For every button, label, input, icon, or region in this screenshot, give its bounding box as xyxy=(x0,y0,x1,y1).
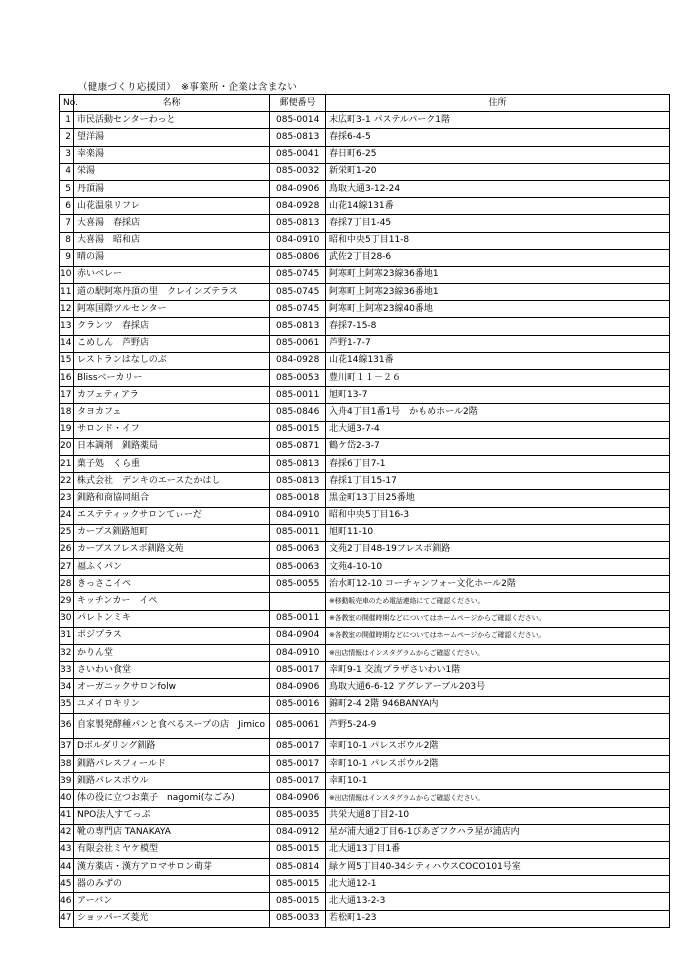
row-postal-code: 085-0015 xyxy=(270,893,326,910)
row-postal-code: 085-0813 xyxy=(270,318,326,335)
row-name: 漢方薬店・漢方アロマサロン萌芽 xyxy=(74,859,270,876)
table-row xyxy=(60,627,670,644)
row-address: 幸町10-1 パレスボウル2階 xyxy=(326,738,670,755)
row-postal-code: 085-0846 xyxy=(270,404,326,421)
row-number: 47 xyxy=(60,910,74,927)
row-name: 体の役に立つお菓子 nagomi(なごみ) xyxy=(74,790,270,807)
row-number: 37 xyxy=(60,738,74,755)
row-postal-code: 085-0063 xyxy=(270,559,326,576)
row-number: 25 xyxy=(60,524,74,541)
row-name: さいわい食堂 xyxy=(74,662,270,679)
row-number: 32 xyxy=(60,645,74,662)
table-row xyxy=(60,180,670,197)
table-row xyxy=(60,318,670,335)
row-postal-code: 084-0928 xyxy=(270,352,326,369)
row-name: 釧路和商協同組合 xyxy=(74,490,270,507)
table-row xyxy=(60,541,670,558)
row-postal-code: 085-0011 xyxy=(270,387,326,404)
row-postal-code: 084-0906 xyxy=(270,180,326,197)
row-address: 共栄大通8丁目2-10 xyxy=(326,807,670,824)
row-postal-code: 084-0910 xyxy=(270,232,326,249)
row-postal-code: 084-0906 xyxy=(270,790,326,807)
row-address: 北大通13丁目1番 xyxy=(326,841,670,858)
table-row xyxy=(60,679,670,696)
table-row xyxy=(60,859,670,876)
table-row xyxy=(60,773,670,790)
table-row xyxy=(60,232,670,249)
row-postal-code: 085-0017 xyxy=(270,773,326,790)
row-address: 入舟4丁目1番1号 かもめホール2階 xyxy=(326,404,670,421)
row-address: 豊川町１１－２６ xyxy=(326,370,670,387)
row-address: 幸町10-1 xyxy=(326,773,670,790)
row-name: ショッパーズ菱光 xyxy=(74,910,270,927)
row-address: 星が浦大通2丁目6-1ぴあざフクハラ星が浦店内 xyxy=(326,824,670,841)
row-address: 末広町3-1 パステルパーク1階 xyxy=(326,112,670,129)
row-postal-code: 085-0015 xyxy=(270,841,326,858)
row-name: 幸楽湯 xyxy=(74,146,270,163)
row-address: 芦野5-24-9 xyxy=(326,713,670,738)
table-row xyxy=(60,421,670,438)
row-address: 鳥取大通3-12-24 xyxy=(326,180,670,197)
table-row xyxy=(60,755,670,772)
row-address: 春日町6-25 xyxy=(326,146,670,163)
table-row xyxy=(60,163,670,180)
row-postal-code: 085-0017 xyxy=(270,738,326,755)
row-number: 18 xyxy=(60,404,74,421)
table-row xyxy=(60,841,670,858)
table-row xyxy=(60,146,670,163)
row-number: 35 xyxy=(60,696,74,713)
row-postal-code: 084-0910 xyxy=(270,645,326,662)
row-name: 道の駅阿寒丹頂の里 クレインズテラス xyxy=(74,284,270,301)
row-number: 22 xyxy=(60,473,74,490)
header-address: 住所 xyxy=(326,95,670,112)
row-name: 自家製発酵種パンと食べるスープの店 Jimico xyxy=(74,713,270,738)
row-address: 武佐2丁目28-6 xyxy=(326,249,670,266)
row-name: 株式会社 デンキのエースたかはし xyxy=(74,473,270,490)
row-postal-code: 085-0041 xyxy=(270,146,326,163)
row-number: 26 xyxy=(60,541,74,558)
table-row xyxy=(60,893,670,910)
table-row xyxy=(60,645,670,662)
header-row xyxy=(60,95,670,112)
row-name: かりん堂 xyxy=(74,645,270,662)
row-name: レストランはなしのぶ xyxy=(74,352,270,369)
table-row xyxy=(60,335,670,352)
row-name: 丹頂湯 xyxy=(74,180,270,197)
row-name: アーバン xyxy=(74,893,270,910)
row-postal-code: 085-0871 xyxy=(270,438,326,455)
row-address: 旭町13-7 xyxy=(326,387,670,404)
row-name: ユメイロキリン xyxy=(74,696,270,713)
table-row xyxy=(60,696,670,713)
row-name: 阿寒国際ツルセンター xyxy=(74,301,270,318)
row-address: 鶴ケ岱2-3-7 xyxy=(326,438,670,455)
row-address: 鳥取大通6-6-12 アグレアーブル203号 xyxy=(326,679,670,696)
row-postal-code xyxy=(270,593,326,610)
table-row xyxy=(60,910,670,927)
table-row xyxy=(60,790,670,807)
header-no: No. xyxy=(60,95,74,112)
row-number: 34 xyxy=(60,679,74,696)
table-row xyxy=(60,876,670,893)
row-number: 23 xyxy=(60,490,74,507)
row-postal-code: 085-0017 xyxy=(270,755,326,772)
row-postal-code: 085-0061 xyxy=(270,713,326,738)
row-address: 治水町12-10 コーチャンフォー文化ホール2階 xyxy=(326,576,670,593)
table-row xyxy=(60,387,670,404)
row-address: 春採6丁目7-1 xyxy=(326,455,670,472)
row-number: 2 xyxy=(60,129,74,146)
row-postal-code: 085-0011 xyxy=(270,610,326,627)
row-number: 36 xyxy=(60,713,74,738)
row-address: 幸町9-1 交流プラザさいわい1階 xyxy=(326,662,670,679)
row-number: 17 xyxy=(60,387,74,404)
row-name: Blissベーカリー xyxy=(74,370,270,387)
row-name: オーガニックサロンfolw xyxy=(74,679,270,696)
row-postal-code: 084-0904 xyxy=(270,627,326,644)
table-row xyxy=(60,112,670,129)
row-address: 文苑4-10-10 xyxy=(326,559,670,576)
row-address: 山花14線131番 xyxy=(326,352,670,369)
row-postal-code: 085-0813 xyxy=(270,455,326,472)
row-number: 8 xyxy=(60,232,74,249)
row-number: 4 xyxy=(60,163,74,180)
row-name: エステティックサロンてぃーだ xyxy=(74,507,270,524)
row-name: カーブス釧路旭町 xyxy=(74,524,270,541)
row-name: 晴の湯 xyxy=(74,249,270,266)
row-name: 釧路パレスボウル xyxy=(74,773,270,790)
row-name: 山花温泉リフレ xyxy=(74,198,270,215)
row-postal-code: 085-0745 xyxy=(270,266,326,283)
row-postal-code: 085-0813 xyxy=(270,129,326,146)
row-number: 45 xyxy=(60,876,74,893)
row-address: 幸町10-1 パレスボウル2階 xyxy=(326,755,670,772)
row-postal-code: 085-0017 xyxy=(270,662,326,679)
row-number: 19 xyxy=(60,421,74,438)
table-row xyxy=(60,129,670,146)
row-name: 栄湯 xyxy=(74,163,270,180)
row-number: 33 xyxy=(60,662,74,679)
row-number: 16 xyxy=(60,370,74,387)
row-number: 40 xyxy=(60,790,74,807)
row-postal-code: 085-0053 xyxy=(270,370,326,387)
row-number: 3 xyxy=(60,146,74,163)
supporters-table xyxy=(59,94,670,928)
row-name: カーブスフレスポ釧路文苑 xyxy=(74,541,270,558)
row-name: NPO法人すてっぷ xyxy=(74,807,270,824)
table-row xyxy=(60,610,670,627)
row-name: きっさこイペ xyxy=(74,576,270,593)
row-name: ポジプラス xyxy=(74,627,270,644)
row-number: 27 xyxy=(60,559,74,576)
row-name: 器のみずの xyxy=(74,876,270,893)
row-postal-code: 084-0928 xyxy=(270,198,326,215)
row-postal-code: 085-0055 xyxy=(270,576,326,593)
row-postal-code: 085-0061 xyxy=(270,335,326,352)
row-address: 春採7-15-8 xyxy=(326,318,670,335)
row-postal-code: 085-0015 xyxy=(270,876,326,893)
row-name: 福ふくパン xyxy=(74,559,270,576)
table-row xyxy=(60,662,670,679)
row-name: キッチンカー イペ xyxy=(74,593,270,610)
row-postal-code: 084-0906 xyxy=(270,679,326,696)
row-postal-code: 085-0806 xyxy=(270,249,326,266)
row-number: 30 xyxy=(60,610,74,627)
row-number: 38 xyxy=(60,755,74,772)
row-postal-code: 085-0813 xyxy=(270,215,326,232)
row-name: 日本調剤 釧路薬局 xyxy=(74,438,270,455)
table-row xyxy=(60,455,670,472)
row-number: 42 xyxy=(60,824,74,841)
row-address: 昭和中央5丁目11-8 xyxy=(326,232,670,249)
row-number: 14 xyxy=(60,335,74,352)
row-postal-code: 085-0745 xyxy=(270,301,326,318)
row-number: 24 xyxy=(60,507,74,524)
row-postal-code: 085-0018 xyxy=(270,490,326,507)
row-number: 21 xyxy=(60,455,74,472)
row-address: 文苑2丁目48-19フレスポ釧路 xyxy=(326,541,670,558)
table-row xyxy=(60,593,670,610)
row-name: カフェティアラ xyxy=(74,387,270,404)
row-number: 9 xyxy=(60,249,74,266)
row-postal-code: 085-0813 xyxy=(270,473,326,490)
table-row xyxy=(60,198,670,215)
row-number: 46 xyxy=(60,893,74,910)
row-number: 41 xyxy=(60,807,74,824)
row-postal-code: 084-0912 xyxy=(270,824,326,841)
row-name: 赤いベレー xyxy=(74,266,270,283)
row-number: 6 xyxy=(60,198,74,215)
row-name: パレトンミキ xyxy=(74,610,270,627)
row-number: 29 xyxy=(60,593,74,610)
row-postal-code: 084-0910 xyxy=(270,507,326,524)
table-row xyxy=(60,215,670,232)
row-address: 春採7丁目1-45 xyxy=(326,215,670,232)
table-row xyxy=(60,352,670,369)
row-postal-code: 085-0035 xyxy=(270,807,326,824)
row-postal-code: 085-0016 xyxy=(270,696,326,713)
row-number: 1 xyxy=(60,112,74,129)
header-postal: 郵便番号 xyxy=(270,95,326,112)
row-address: ※出店情報はインスタグラムからご確認ください。 xyxy=(326,645,670,662)
row-number: 11 xyxy=(60,284,74,301)
row-name: 有限会社ミヤケ模型 xyxy=(74,841,270,858)
table-row xyxy=(60,713,670,738)
header-name: 名称 xyxy=(74,95,270,112)
table-row xyxy=(60,507,670,524)
row-name: 靴の専門店 TANAKAYA xyxy=(74,824,270,841)
row-postal-code: 085-0745 xyxy=(270,284,326,301)
row-postal-code: 085-0033 xyxy=(270,910,326,927)
row-address: 黒金町13丁目25番地 xyxy=(326,490,670,507)
table-row xyxy=(60,576,670,593)
row-address: 北大通12-1 xyxy=(326,876,670,893)
table-row xyxy=(60,438,670,455)
row-address: 芦野1-7-7 xyxy=(326,335,670,352)
row-number: 13 xyxy=(60,318,74,335)
row-name: タヨカフェ xyxy=(74,404,270,421)
row-name: こめしん 芦野店 xyxy=(74,335,270,352)
row-address: 若松町1-23 xyxy=(326,910,670,927)
row-address: 緑ケ岡5丁目40-34シティハウスCOCO101号室 xyxy=(326,859,670,876)
row-name: 大喜湯 春採店 xyxy=(74,215,270,232)
row-postal-code: 085-0014 xyxy=(270,112,326,129)
row-address: 北大通13-2-3 xyxy=(326,893,670,910)
row-number: 10 xyxy=(60,266,74,283)
row-postal-code: 085-0063 xyxy=(270,541,326,558)
row-address: 新栄町1-20 xyxy=(326,163,670,180)
row-name: 市民活動センターわっと xyxy=(74,112,270,129)
row-address: 旭町11-10 xyxy=(326,524,670,541)
row-number: 44 xyxy=(60,859,74,876)
row-address: ※各教室の開催時期などについてはホームページからご確認ください。 xyxy=(326,627,670,644)
table-row xyxy=(60,284,670,301)
row-address: 阿寒町上阿寒23線40番地 xyxy=(326,301,670,318)
row-address: 春採1丁目15-17 xyxy=(326,473,670,490)
table-row xyxy=(60,559,670,576)
row-name: 大喜湯 昭和店 xyxy=(74,232,270,249)
table-row xyxy=(60,266,670,283)
table-row xyxy=(60,404,670,421)
row-address: 阿寒町上阿寒23線36番地1 xyxy=(326,284,670,301)
row-number: 5 xyxy=(60,180,74,197)
row-name: クランツ 春採店 xyxy=(74,318,270,335)
table-row xyxy=(60,824,670,841)
table-row xyxy=(60,490,670,507)
row-number: 12 xyxy=(60,301,74,318)
row-name: Dボルダリング釧路 xyxy=(74,738,270,755)
row-name: 釧路パレスフィールド xyxy=(74,755,270,772)
row-name: 望洋湯 xyxy=(74,129,270,146)
table-row xyxy=(60,738,670,755)
row-number: 39 xyxy=(60,773,74,790)
row-address: 山花14線131番 xyxy=(326,198,670,215)
row-number: 28 xyxy=(60,576,74,593)
row-postal-code: 085-0015 xyxy=(270,421,326,438)
row-postal-code: 085-0814 xyxy=(270,859,326,876)
table-row xyxy=(60,807,670,824)
row-address: 春採6-4-5 xyxy=(326,129,670,146)
row-number: 7 xyxy=(60,215,74,232)
table-row xyxy=(60,370,670,387)
row-number: 15 xyxy=(60,352,74,369)
table-row xyxy=(60,301,670,318)
row-postal-code: 085-0032 xyxy=(270,163,326,180)
table-body xyxy=(60,112,670,928)
row-address: 錦町2-4 2階 946BANYA内 xyxy=(326,696,670,713)
row-number: 20 xyxy=(60,438,74,455)
row-address: 阿寒町上阿寒23線36番地1 xyxy=(326,266,670,283)
row-address: 昭和中央5丁目16-3 xyxy=(326,507,670,524)
table-row xyxy=(60,473,670,490)
table-row xyxy=(60,524,670,541)
row-name: サロンド・イフ xyxy=(74,421,270,438)
row-address: ※出店情報はインスタグラムからご確認ください。 xyxy=(326,790,670,807)
row-number: 31 xyxy=(60,627,74,644)
row-address: ※移動販売車のため電話連絡にてご確認ください。 xyxy=(326,593,670,610)
row-postal-code: 085-0011 xyxy=(270,524,326,541)
row-number: 43 xyxy=(60,841,74,858)
table-caption: （健康づくり応援団） ※事業所・企業は含まない xyxy=(78,82,298,93)
row-address: ※各教室の開催時期などについてはホームページからご確認ください。 xyxy=(326,610,670,627)
row-name: 菓子処 くら重 xyxy=(74,455,270,472)
row-address: 北大通3-7-4 xyxy=(326,421,670,438)
table-row xyxy=(60,249,670,266)
